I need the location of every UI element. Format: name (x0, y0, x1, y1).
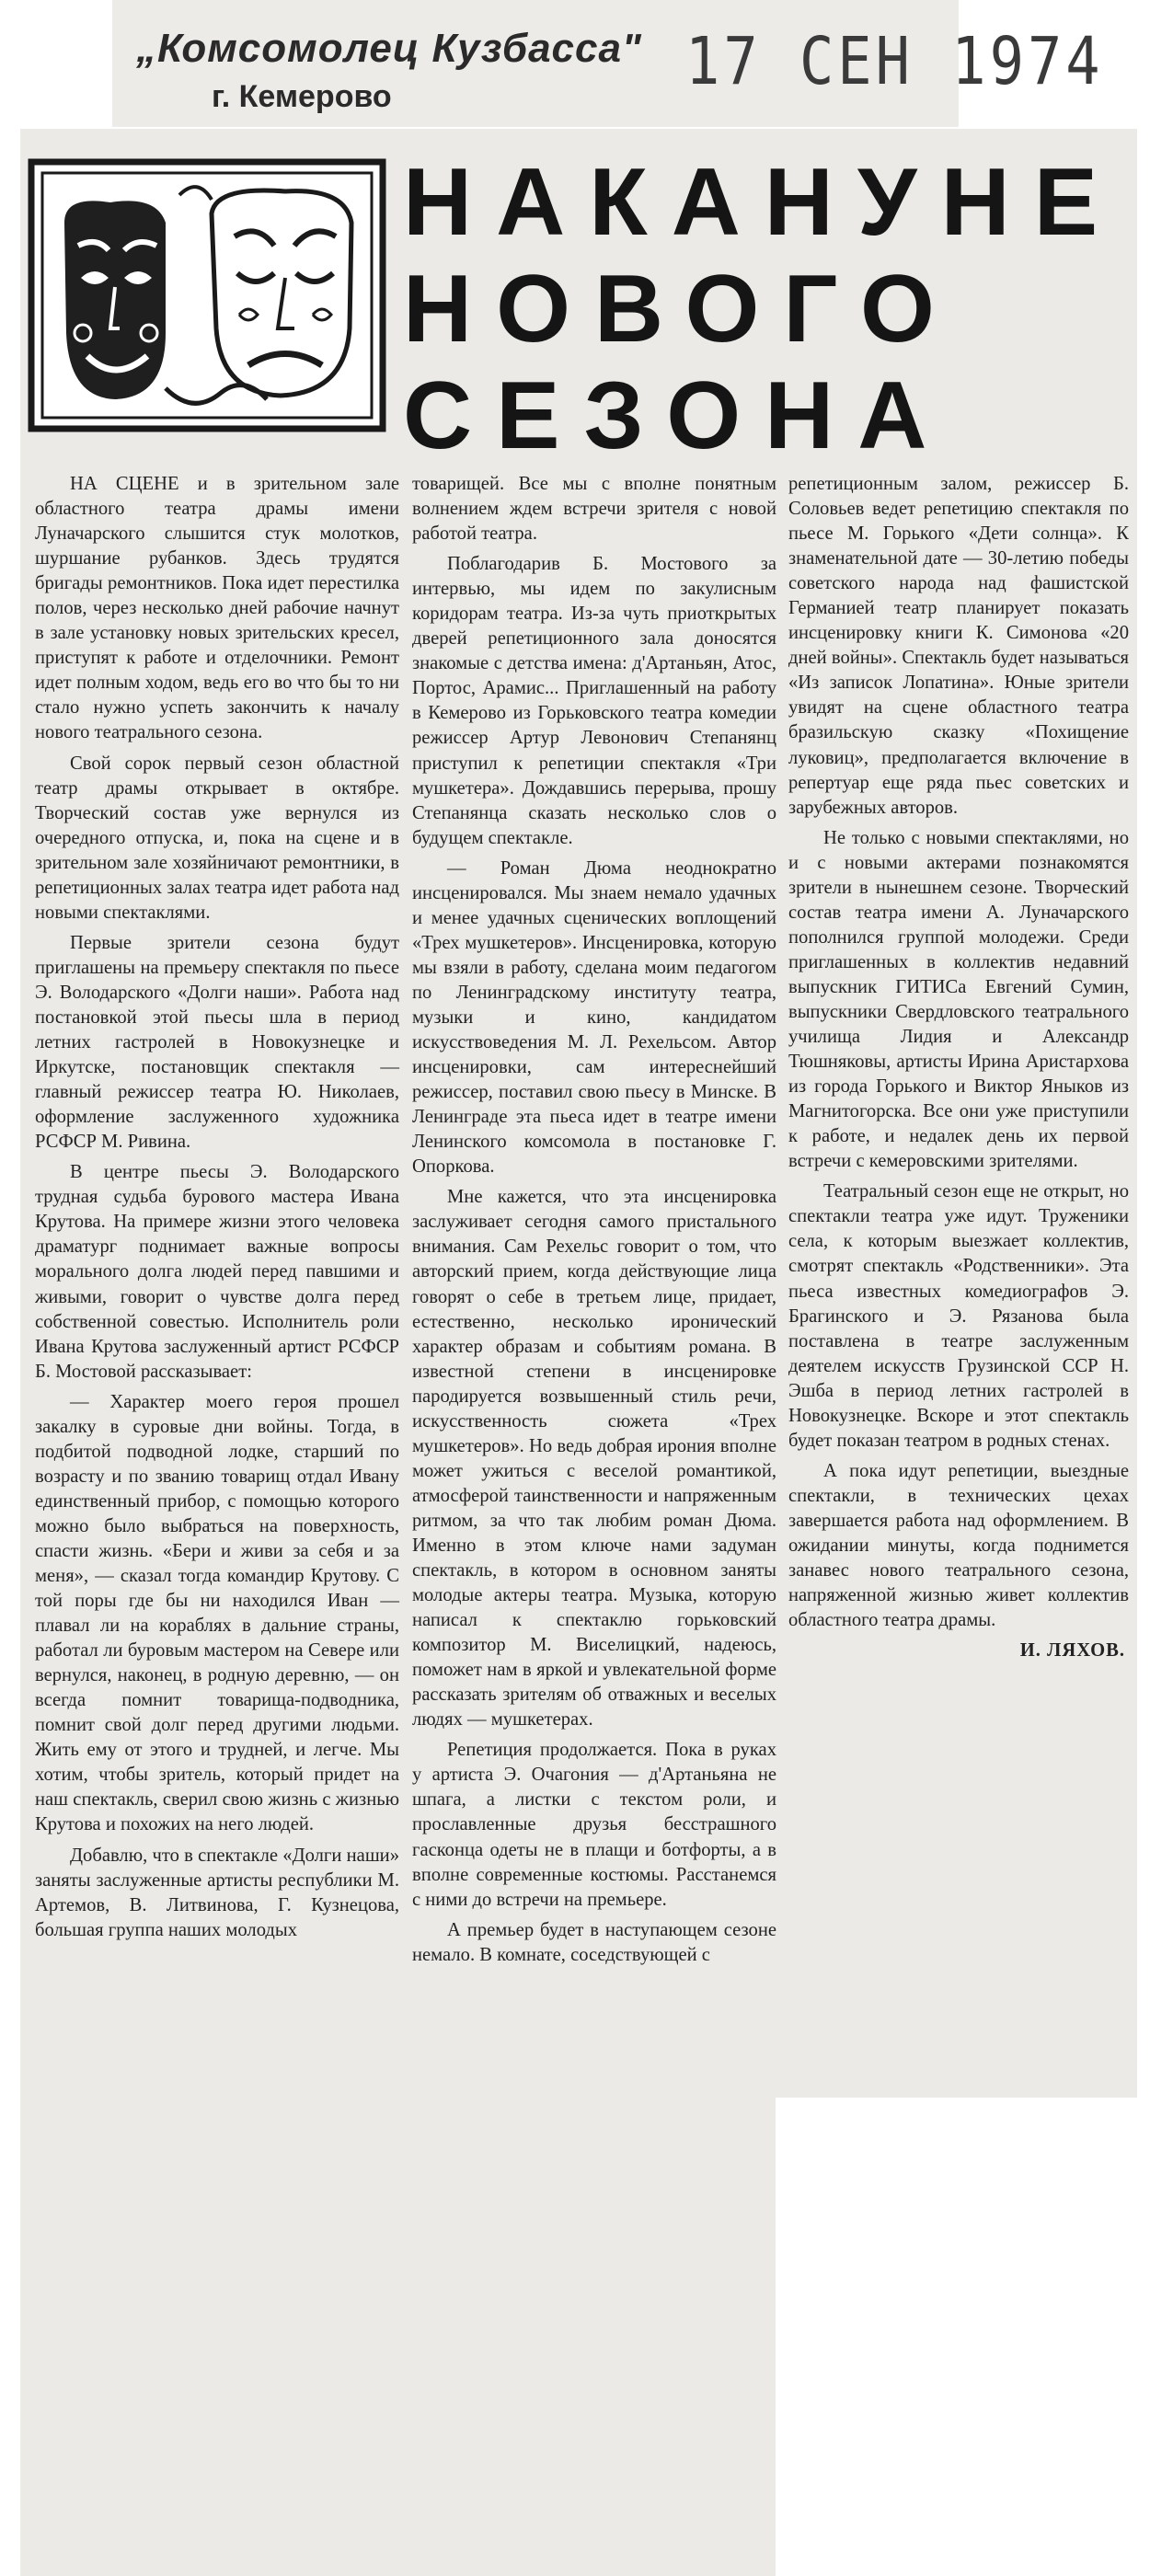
paragraph: Поблагодарив Б. Мостового за интервью, мы идем по закулисным коридорам театра. Из-за чуть приоткрытых дверей репетиционного зала доносятся знакомые с детства имена: д'Артаньян, Атос, Портос, Арамис... Приглашенный на работу в Кемерово из Горьковского театра комедии режиссер Артур Левонович Степанянц приступил к репетиции спектакля «Три мушкетера». Дождавшись перерыва, прошу Степанянца сказать несколько слов о будущем спектакле. (412, 554, 776, 848)
paragraph: В центре пьесы Э. Володарского трудная судьба бурового мастера Ивана Крутова. На примере жизни этого человека драматург поднимает важные вопросы морального долга людей перед павшими и живыми, говорит о чувстве долга перед собственной совестью. Исполнитель роли Ивана Крутова заслуженный артист РСФСР Б. Мостовой рассказывает: (35, 1162, 399, 1382)
paragraph: — Характер моего героя прошел закалку в суровые дни войны. Тогда, в подбитой подводной лодке, старший по возрасту и по званию товарищ отдал Ивану единственный прибор, с помощью которого можно было выбраться на поверхность, спасти жизнь. «Бери и живи за себя и за меня», — сказал тогда командир Крутову. С той поры где бы ни находился Иван — плавал ли на кораблях в дальние страны, работал ли буровым мастером на Севере или вернулся, наконец, в родную деревню, — он всегда помнит товарища-подводника, помнит свой долг перед другими людьми. Жить ему от этого и трудней, и легче. Мы хотим, чтобы зритель, который придет на наш спектакль, сверил свою жизнь с жизнью Крутова и похожих на него людей. (35, 1391, 399, 1835)
headline-line-2: НОВОГО (403, 256, 959, 362)
paragraph: А пока идут репетиции, выездные спектакли, в технических цехах завершается работа над оформлением. В ожидании минуты, когда поднимется занавес нового театрального сезона, напряженной жизнью живет коллектив областного театра драмы. (788, 1460, 1129, 1631)
headline-line-1: НАКАНУНЕ (403, 149, 1122, 256)
paragraph: Репетиция продолжается. Пока в руках у артиста Э. Очагония — д'Артаньяна не шпага, а листки с текстом роли, и прославленные друзья бесстрашного гасконца одеты не в плащи и ботфорты, а в вполне современные костюмы. Расстанемся с ними до встречи на премьере. (412, 1740, 776, 1910)
paragraph: Театральный сезон еще не открыт, но спектакли театра уже идут. Труженики села, к которым выезжает коллектив, смотрят спектакль «Родственники». Эта пьеса известных комедиографов Э. Брагинского и Э. Рязанова была поставлена в театре заслуженным деятелем искусств Грузинской ССР Н. Эшба в период летних гастролей в Новокузнецке. Вскоре и этот спектакль будет показан театром в родных стенах. (788, 1181, 1129, 1451)
text-column-1 (35, 472, 399, 1949)
clipping-edge (776, 2098, 1137, 2576)
text-column-2 (412, 472, 776, 1973)
date-stamp: 17 СЕН 1974 (685, 22, 1104, 100)
newspaper-city: г. Кемерово (212, 79, 392, 114)
text-column-3 (788, 472, 1129, 1663)
paragraph: Мне кажется, что эта инсценировка заслуживает сегодня самого пристального внимания. Сам Рехельс говорит о том, что авторский прием, когда действующие лица говорят о себе в третьем лице, придает, естественно, несколько иронический характер образам и событиям романа. В известной степени в инсценировке пародируется возвышенный стиль речи, искусственность сюжета «Трех мушкетеров». Но ведь добрая ирония вполне может ужиться с веселой романтикой, атмосферой таинственности и напряженным ритмом, за что так любим роман Дюма. Именно в этом ключе нами задуман спектакль, в котором в основном заняты молодые актеры театра. Музыка, которую написал к спектаклю горьковский композитор М. Виселицкий, надеюсь, поможет нам в яркой и увлекательной форме рассказать зрителям об отважных и веселых людях — мушкетерах. (412, 1187, 776, 1731)
paragraph: Добавлю, что в спектакле «Долги наши» заняты заслуженные артисты республики М. Артемов, В. Литвинова, Г. Кузнецова, большая группа наших молодых (35, 1845, 399, 1940)
paragraph: Первые зрители сезона будут приглашены на премьеру спектакля по пьесе Э. Володарского «Долги наши». Работа над постановкой этой пьесы шла в период летних гастролей в Новокузнецке и Иркутске, постановщик спектакля — главный режиссер театра Ю. Николаев, оформление заслуженного художника РСФСР М. Ривина. (35, 932, 399, 1153)
theatre-masks-icon (28, 158, 386, 432)
paragraph: репетиционным залом, режиссер Б. Соловьев ведет репетицию спектакля по пьесе М. Горького «Дети солнца». К знаменательной дате — 30-летию победы советского народа над фашистской Германией театр планирует показать инсценировку книги К. Симонова «20 дней войны». Спектакль будет называться «Из записок Лопатина». Юные зрители увидят на сцене областного театра бразильскую сказку «Похищение луковиц», предполагается включение в репертуар еще ряда пьес советских и зарубежных авторов. (788, 474, 1129, 818)
paragraph: Не только с новыми спектаклями, но и с новыми актерами познакомятся зрители в нынешнем сезоне. Творческий состав театра имени А. Луначарского пополнился группой молодежи. Среди приглашенных в коллектив недавний выпускник ГИТИСа Евгений Сумин, выпускники Свердловского театрального училища Лидия и Александр Тюшняковы, артисты Ирина Аристархова из города Горького и Виктор Яныков из Магнитогорска. Все они уже приступили к работе, и недалек день их первой встречи с кемеровскими зрителями. (788, 827, 1129, 1172)
paragraph: НА СЦЕНЕ и в зрительном зале областного театра драмы имени Луначарского слышится стук молотков, шуршание рубанков. Здесь трудятся бригады ремонтников. Пока идет перестилка полов, через несколько дней рабочие начнут в зале установку новых зрительских кресел, приступят к работе и отделочники. Ремонт идет полным ходом, ведь его во что бы то ни стало нужно успеть закончить к началу нового театрального сезона. (35, 474, 399, 743)
headline (403, 149, 1130, 469)
paragraph: Свой сорок первый сезон областной театр драмы открывает в октябре. Творческий состав уже вернулся из очередного отпуска, и, пока на сцене и в зрительном зале хозяйничают ремонтники, в репетиционных залах театра идет работа над новыми спектаклями. (35, 753, 399, 923)
paragraph: — Роман Дюма неоднократно инсценировался. Мы знаем немало удачных и менее удачных сценических воплощений «Трех мушкетеров». Инсценировка, которую мы взяли в работу, сделана моим педагогом по Ленинградскому институту театра, музыки и кино, кандидатом искусствоведения М. Л. Рехельсом. Автор инсценировки, сам интереснейший режиссер, поставил свою пьесу в Минске. В Ленинграде эта пьеса идет в театре имени Ленинского комсомола в постановке Г. Опоркова. (412, 857, 776, 1178)
author-signature: И. ЛЯХОВ. (1019, 1640, 1125, 1662)
paragraph: товарищей. Все мы с вполне понятным волнением ждем встречи зрителя с новой работой театра. (412, 474, 776, 545)
headline-line-3: СЕЗОНА (403, 362, 951, 469)
paragraph: А премьер будет в наступающем сезоне немало. В комнате, соседствующей с (412, 1919, 776, 1965)
newspaper-name: „Комсомолец Кузбасса" (136, 26, 642, 71)
